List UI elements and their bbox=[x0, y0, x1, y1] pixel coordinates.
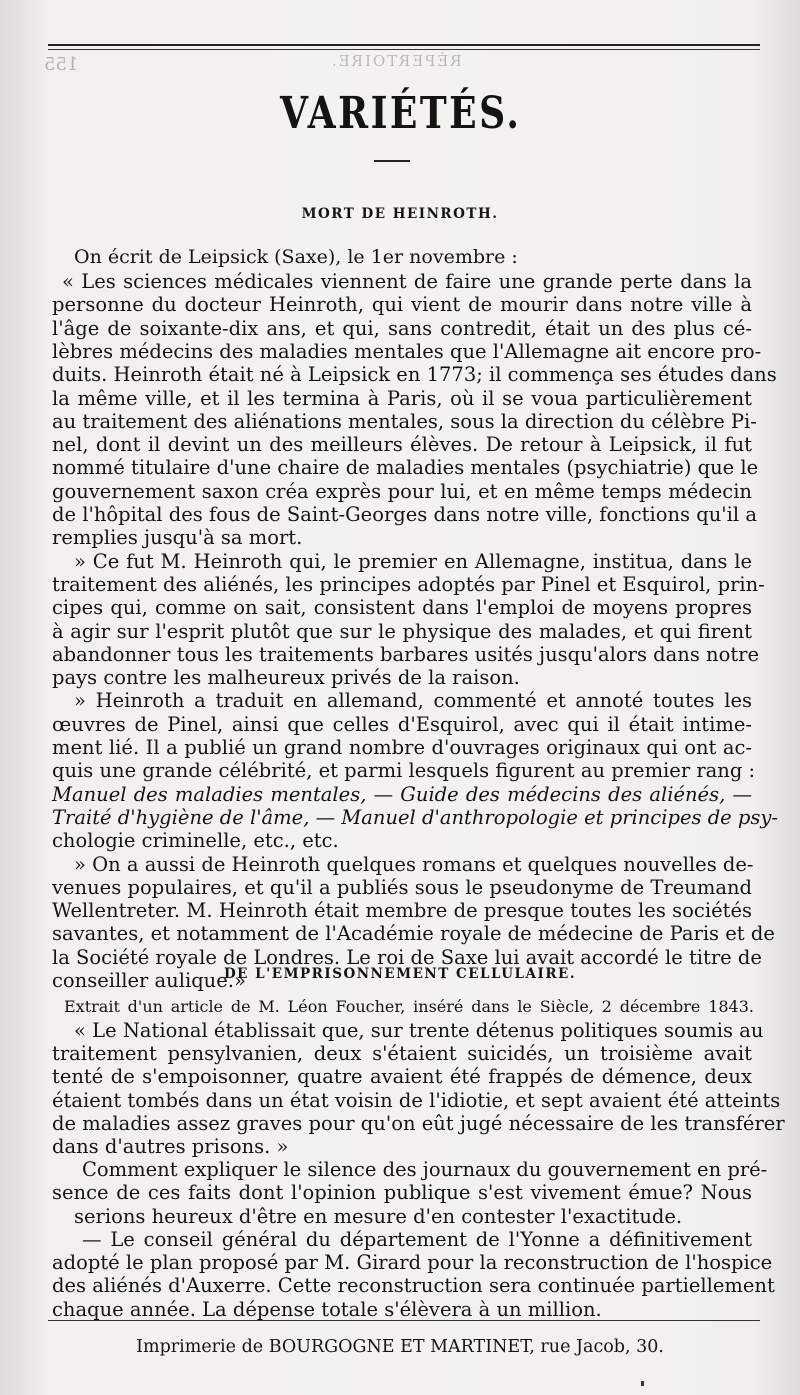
section3-line: chaque année. La dépense totale s'élèvera à un million. bbox=[52, 1297, 602, 1321]
header-rule bbox=[48, 44, 760, 46]
section2-line: étaient tombés dans un état voisin de l'idiotie, et sept avaient été atteints bbox=[52, 1088, 781, 1112]
section2-line: serions heureux d'être en mesure d'en contester l'exactitude. bbox=[74, 1204, 683, 1228]
section2-line: « Le National établissait que, sur trente détenus politiques soumis au bbox=[74, 1019, 764, 1042]
section1-line: à agir sur l'esprit plutôt que sur le physique des malades, et qui firent bbox=[52, 619, 752, 643]
title-rule bbox=[374, 160, 410, 162]
section1-line: venues populaires, et qu'il a publiés sous le pseudonyme de Treumand bbox=[52, 875, 752, 899]
section1-line: lèbres médecins des maladies mentales que l'Allemagne ait encore pro- bbox=[52, 339, 762, 363]
footer-rule bbox=[48, 1320, 760, 1321]
section1-line: ment lié. Il a publié un grand nombre d'ouvrages originaux qui ont ac- bbox=[52, 736, 752, 759]
section1-line: remplies jusqu'à sa mort. bbox=[52, 526, 303, 550]
section1-line: pays contre les malheureux privés de la raison. bbox=[52, 666, 520, 690]
section1-line: » Ce fut M. Heinroth qui, le premier en Allemagne, institua, dans le bbox=[74, 549, 752, 573]
section-heading-heinroth: MORT DE HEINROTH. bbox=[301, 206, 499, 222]
section1-line: savantes, et notamment de l'Académie royale de médecine de Paris et de bbox=[52, 922, 775, 946]
section2-line: traitement pensylvanien, deux s'étaient suicidés, un troisième avait bbox=[52, 1042, 752, 1066]
section1-line: » On a aussi de Heinroth quelques romans et quelques nouvelles de- bbox=[74, 852, 754, 876]
section2-line: tenté de s'empoisonner, quatre avaient été frappés de démence, deux bbox=[52, 1065, 752, 1089]
header-rule-thin bbox=[48, 49, 760, 50]
section1-line: au traitement des aliénations mentales, sous la direction du célèbre Pi- bbox=[52, 409, 757, 433]
ghost-page-number: 155 bbox=[44, 54, 79, 75]
section1-line: « Les sciences médicales viennent de faire une grande perte dans la bbox=[62, 270, 752, 293]
section1-line: la même ville, et il les termina à Paris, où il se voua particulièrement bbox=[52, 386, 752, 410]
section-heading-emprisonnement: DE L'EMPRISONNEMENT CELLULAIRE. bbox=[223, 966, 577, 982]
section3-line: adopté le plan proposé par M. Girard pour la reconstruction de l'hospice bbox=[52, 1251, 773, 1275]
page-title: VARIÉTÉS. bbox=[280, 88, 522, 139]
section1-line: de l'hôpital des fous de Saint-Georges dans notre ville, fonctions qu'il a bbox=[52, 503, 757, 526]
ink-mark bbox=[641, 1381, 644, 1386]
section1-line: duits. Heinroth était né à Leipsick en 1773; il commença ses études dans bbox=[52, 363, 777, 387]
section1-line: personne du docteur Heinroth, qui vient de mourir dans notre ville à bbox=[52, 293, 752, 317]
section1-line: nommé titulaire d'une chaire de maladies mentales (psychiatrie) que le bbox=[52, 456, 759, 480]
section1-line: Manuel des maladies mentales, — Guide des médecins des aliénés, — bbox=[52, 782, 752, 806]
section1-line: Traité d'hygiène de l'âme, — Manuel d'anthropologie et principes de psy- bbox=[52, 805, 779, 829]
section2-line: de maladies assez graves pour qu'on eût jugé nécessaire de les transférer bbox=[52, 1111, 785, 1135]
section1-line: nel, dont il devint un des meilleurs élèves. De retour à Leipsick, il fut bbox=[52, 433, 752, 457]
section1-line: traitement des aliénés, les principes adoptés par Pinel et Esquirol, prin- bbox=[52, 572, 765, 596]
section2-line: Comment expliquer le silence des journaux du gouvernement en pré- bbox=[82, 1158, 768, 1182]
section1-line: l'âge de soixante-dix ans, et qui, sans contredit, était un des plus cé- bbox=[52, 316, 752, 340]
section3-line: — Le conseil général du département de l'Yonne a définitivement bbox=[82, 1228, 752, 1251]
section1-line: quis une grande célébrité, et parmi lesquels figurent au premier rang : bbox=[52, 759, 756, 783]
section1-line: » Heinroth a traduit en allemand, commenté et annoté toutes les bbox=[74, 689, 752, 713]
section1-line: chologie criminelle, etc., etc. bbox=[52, 829, 339, 853]
section3-line: des aliénés d'Auxerre. Cette reconstruction sera continuée partiellement bbox=[52, 1274, 775, 1298]
intro-line: On écrit de Leipsick (Saxe), le 1er novembre : bbox=[74, 246, 518, 268]
imprint-footer: Imprimerie de BOURGOGNE ET MARTINET, rue Jacob, 30. bbox=[136, 1337, 664, 1357]
section1-line: Wellentreter. M. Heinroth était membre de presque toutes les sociétés bbox=[52, 899, 752, 923]
section1-line: la Société royale de Londres. Le roi de Saxe lui avait accordé le titre de bbox=[52, 945, 762, 969]
section2-line: dans d'autres prisons. » bbox=[52, 1135, 289, 1158]
ghost-running-head: RÉPERTOIRE. bbox=[330, 52, 462, 70]
section1-line: gouvernement saxon créa exprès pour lui, et en même temps médecin bbox=[52, 479, 752, 503]
source-line: Extrait d'un article de M. Léon Foucher, inséré dans le Siècle, 2 décembre 1843. bbox=[64, 997, 754, 1016]
section1-line: œuvres de Pinel, ainsi que celles d'Esquirol, avec qui il était intime- bbox=[52, 712, 752, 736]
section1-line: cipes qui, comme on sait, consistent dans l'emploi de moyens propres bbox=[52, 596, 752, 620]
section1-line: conseiller aulique.» bbox=[52, 969, 246, 992]
section2-line: sence de ces faits dont l'opinion publique s'est vivement émue? Nous bbox=[52, 1181, 752, 1205]
section1-line: abandonner tous les traitements barbares usités jusqu'alors dans notre bbox=[52, 642, 760, 666]
